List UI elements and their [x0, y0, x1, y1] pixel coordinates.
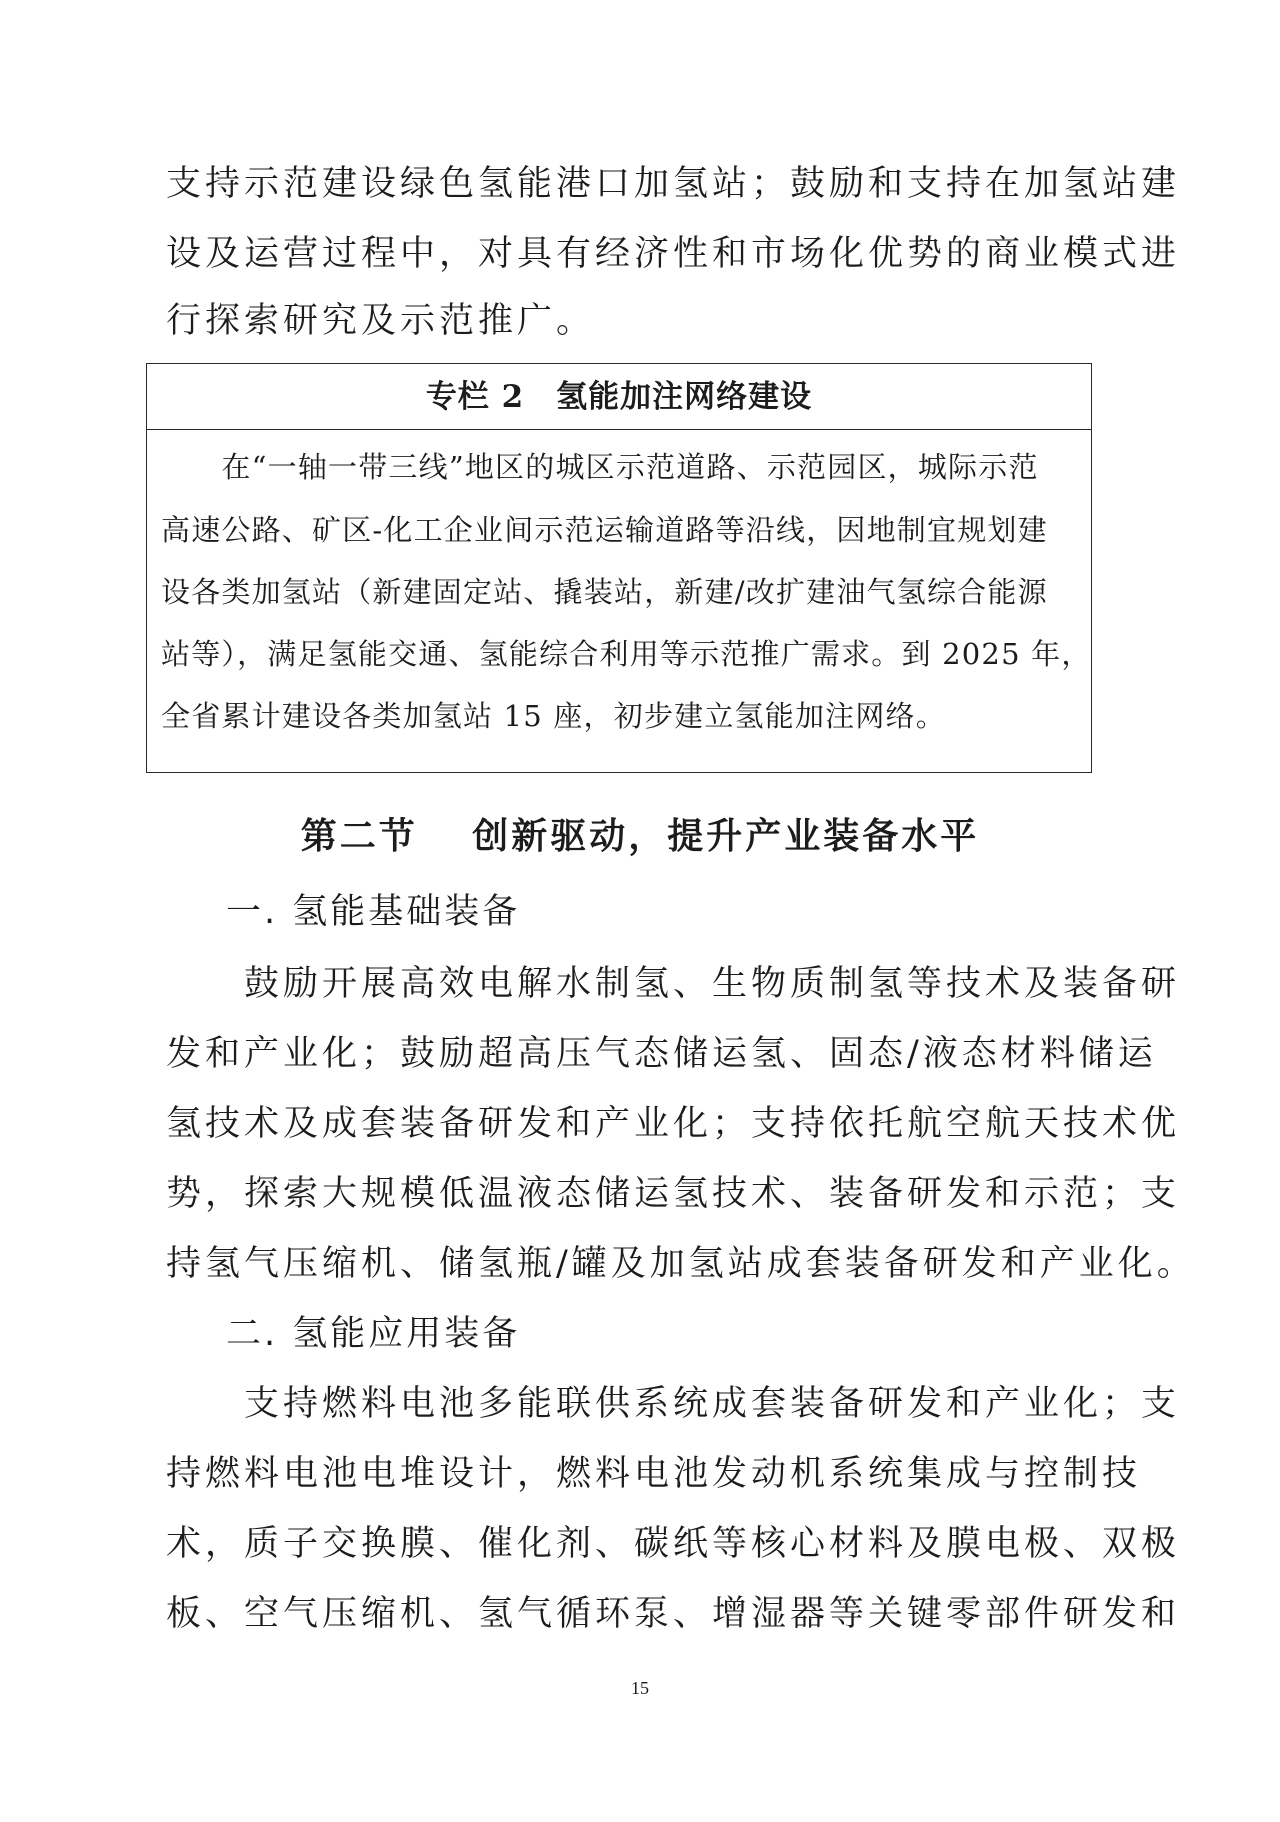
paragraph-line: 鼓励开展高效电解水制氢、生物质制氢等技术及装备研: [166, 964, 1181, 1004]
column-box-line: 站等），满足氢能交通、氢能综合利用等示范推广需求。到 2025 年，: [161, 637, 1092, 671]
subsection-heading: 二. 氢能应用装备: [226, 1314, 521, 1354]
column-box-line: 全省累计建设各类加氢站 15 座，初步建立氢能加注网络。: [161, 699, 946, 733]
intro-line: 行探索研究及示范推广。: [166, 301, 596, 341]
column-box: [146, 363, 1092, 773]
paragraph-line: 发和产业化；鼓励超高压气态储运氢、固态/液态材料储运: [166, 1034, 1157, 1074]
paragraph-line: 势，探索大规模低温液态储运氢技术、装备研发和示范；支: [166, 1174, 1181, 1214]
subsection-heading: 一. 氢能基础装备: [226, 892, 521, 932]
section-title: 第二节 创新驱动，提升产业装备水平: [300, 815, 980, 857]
column-box-line: 高速公路、矿区-化工企业间示范运输道路等沿线，因地制宜规划建: [161, 513, 1048, 547]
paragraph-line: 持燃料电池电堆设计，燃料电池发动机系统集成与控制技: [166, 1454, 1142, 1494]
paragraph-line: 氢技术及成套装备研发和产业化；支持依托航空航天技术优: [166, 1104, 1181, 1144]
column-box-line: 设各类加氢站（新建固定站、撬装站，新建/改扩建油气氢综合能源: [161, 575, 1048, 609]
page-number: 15: [631, 1678, 649, 1698]
column-box-title: 专栏 2 氢能加注网络建设: [147, 364, 1091, 430]
paragraph-line: 术，质子交换膜、催化剂、碳纸等核心材料及膜电极、双极: [166, 1524, 1181, 1564]
intro-line: 设及运营过程中，对具有经济性和市场化优势的商业模式进: [166, 234, 1181, 274]
paragraph-line: 板、空气压缩机、氢气循环泵、增湿器等关键零部件研发和: [166, 1594, 1181, 1634]
column-box-line: 在“一轴一带三线”地区的城区示范道路、示范园区，城际示范: [161, 450, 1039, 484]
paragraph-line: 持氢气压缩机、储氢瓶/罐及加氢站成套装备研发和产业化。: [166, 1244, 1196, 1284]
intro-line: 支持示范建设绿色氢能港口加氢站；鼓励和支持在加氢站建: [166, 164, 1181, 204]
paragraph-line: 支持燃料电池多能联供系统成套装备研发和产业化；支: [166, 1384, 1181, 1424]
